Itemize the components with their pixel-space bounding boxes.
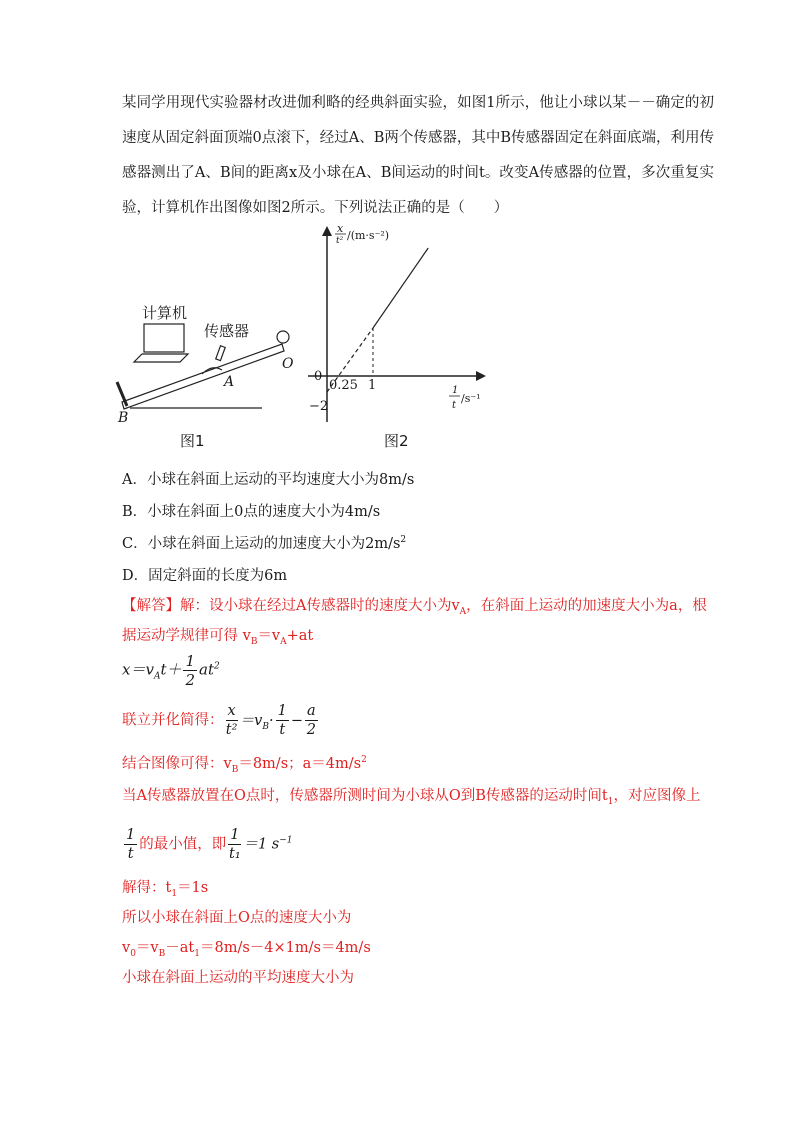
eq1-fraction: [183, 652, 197, 689]
solution-sup: 2: [361, 755, 367, 766]
solution-sub: A: [459, 606, 467, 617]
solution-line-1b: ，在斜面上运动的加速度大小为a，根: [466, 598, 707, 614]
solution-sub: 1: [194, 948, 200, 959]
line7-fraction-1: [124, 826, 137, 863]
solution-line-10c: －at: [165, 940, 195, 956]
solution-line-9: 所以小球在斜面上O点的速度大小为: [122, 910, 352, 926]
solution-line-1a: 解：设小球在经过A传感器时的速度大小为v: [180, 598, 460, 614]
figure-1-caption: 图1: [180, 432, 205, 450]
solution-line-2b: ＝v: [257, 628, 281, 644]
laptop-base: [134, 354, 188, 362]
solution-line-10a: v: [122, 940, 131, 956]
sensor-body: [216, 346, 225, 361]
laptop-screen: [144, 324, 184, 352]
solution-line-2a: 据运动学规律可得 v: [122, 628, 251, 644]
solution-sub: B: [158, 948, 166, 959]
eq1-lhs: x＝v: [122, 660, 154, 679]
solution-line-5a: 结合图像可得：v: [122, 756, 232, 772]
option-d: D．固定斜面的长度为6m: [122, 568, 288, 584]
tick-label-1: 1: [368, 378, 377, 393]
ball: [277, 331, 289, 343]
origin-label: 0: [314, 369, 323, 384]
eq2-frac3-num: a: [307, 703, 316, 719]
solution-line-6: [122, 784, 700, 807]
solution-line-8a: 解得：t: [122, 880, 172, 896]
point-a-label: A: [224, 374, 235, 390]
solution-line-4-prefix: 联立并化简得：: [122, 712, 224, 729]
eq2-frac3-den: 2: [306, 722, 316, 738]
solution-sub: 1: [607, 796, 614, 807]
y-axis-arrow: [322, 226, 332, 236]
computer-label: 计算机: [142, 304, 188, 322]
option-c-text: C．小球在斜面上运动的加速度大小为2m/s: [122, 536, 401, 552]
line7-frac2-num: 1: [230, 827, 240, 843]
line7-frac-num: 1: [126, 827, 136, 843]
line7-fraction-2: [228, 826, 241, 863]
solution-tag: 【解答】: [122, 598, 180, 614]
option-c: [122, 532, 406, 553]
solution-line-10d: ＝8m/s－4×1m/s＝4m/s: [199, 940, 371, 956]
solution-sup: −1: [279, 835, 293, 846]
solution-line-6a: 当A传感器放置在O点时，传感器所测时间为小球从O到B传感器的运动时间t: [122, 788, 608, 804]
eq1-sub: A: [153, 671, 161, 682]
eq2-frac2-num: 1: [277, 703, 287, 719]
eq2-minus: −: [290, 712, 304, 729]
point-o-label: O: [282, 356, 294, 372]
figure-2: [300, 222, 520, 450]
x-axis-arrow: [476, 371, 486, 381]
solution-line-7a: 的最小值，即: [139, 836, 227, 853]
figure-1: [112, 300, 312, 450]
eq2-frac-num: x: [227, 703, 236, 719]
eq1-mid: t＋: [160, 660, 182, 679]
x-axis-label-num: 1: [452, 385, 459, 396]
equation-1: [122, 652, 220, 689]
point-b-label: B: [118, 410, 129, 426]
eq2-mid: ＝v: [239, 712, 263, 729]
eq2-frac2-den: t: [279, 722, 286, 738]
equation-2: [224, 703, 320, 738]
solution-line-10: [122, 936, 371, 959]
solution-sub: A: [280, 636, 287, 647]
solution-line-2: [122, 624, 313, 647]
tick-label-025: 0.25: [329, 378, 358, 393]
option-b: B．小球在斜面上0点的速度大小为4m/s: [122, 504, 381, 520]
eq1-sup: 2: [214, 661, 220, 672]
option-c-sup: 2: [400, 535, 407, 546]
graph-line-solid: [373, 248, 428, 328]
figure-2-caption: 图2: [384, 432, 409, 450]
line7-frac-den: t: [127, 846, 134, 862]
question-text: 某同学用现代实验器材改进伽利略的经典斜面实验，如图1所示，他让小球以某－－确定的初速度从固定斜面顶端0点滚下，经过A、B两个传感器，其中B传感器固定在斜面底端，利用传感器测出了A、B间的距离x及小球在A、B间运动的时间t。改变A传感器的位置，多次重复实验，计算机作出图像如图2所示。下列说法正确的是（ ）: [122, 95, 715, 216]
solution-line-5: [122, 752, 367, 775]
solution-line-7b: ＝1 s: [243, 836, 280, 853]
option-a: A．小球在斜面上运动的平均速度大小为8m/s: [122, 472, 415, 488]
eq1-frac-den: 2: [185, 671, 196, 689]
y-axis-unit: /(m·s⁻²): [347, 229, 390, 242]
solution-line-10b: ＝v: [135, 940, 159, 956]
solution-line-11: 小球在斜面上运动的平均速度大小为: [122, 970, 354, 986]
eq2-dot: ·: [269, 712, 274, 729]
y-axis-label-num: x: [337, 222, 344, 235]
solution-sub: 1: [171, 888, 178, 899]
solution-line-5b: ＝8m/s；a＝4m/s: [238, 756, 362, 772]
eq2-fraction-2: [276, 702, 289, 739]
solution-line-7: [122, 826, 293, 863]
eq1-frac-num: 1: [185, 652, 196, 670]
x-axis-label-den: t: [452, 400, 457, 411]
eq2-frac-den: t²: [225, 722, 238, 738]
solution-line-1: [122, 594, 707, 617]
x-axis-unit: /s⁻¹: [461, 392, 481, 405]
sensor-label: 传感器: [204, 322, 250, 340]
eq2-fraction-1: [226, 702, 238, 739]
solution-sub: B: [231, 764, 239, 775]
solution-line-8: [122, 876, 208, 899]
eq2-fraction-3: [305, 702, 318, 739]
solution-line-6b: ，对应图像上: [613, 788, 701, 804]
line7-frac2-den: t₁: [229, 846, 241, 862]
solution-line-2c: +at: [286, 628, 314, 644]
solution-sub: 0: [130, 948, 136, 959]
solution-line-4: [122, 702, 320, 739]
eq1-rhs: at: [199, 660, 214, 679]
solution-sub: B: [250, 636, 258, 647]
tick-label-neg2: −2: [309, 399, 329, 414]
solution-line-8b: ＝1s: [177, 880, 209, 896]
eq2-sub: B: [262, 721, 270, 732]
y-axis-label-den: t²: [336, 236, 344, 246]
